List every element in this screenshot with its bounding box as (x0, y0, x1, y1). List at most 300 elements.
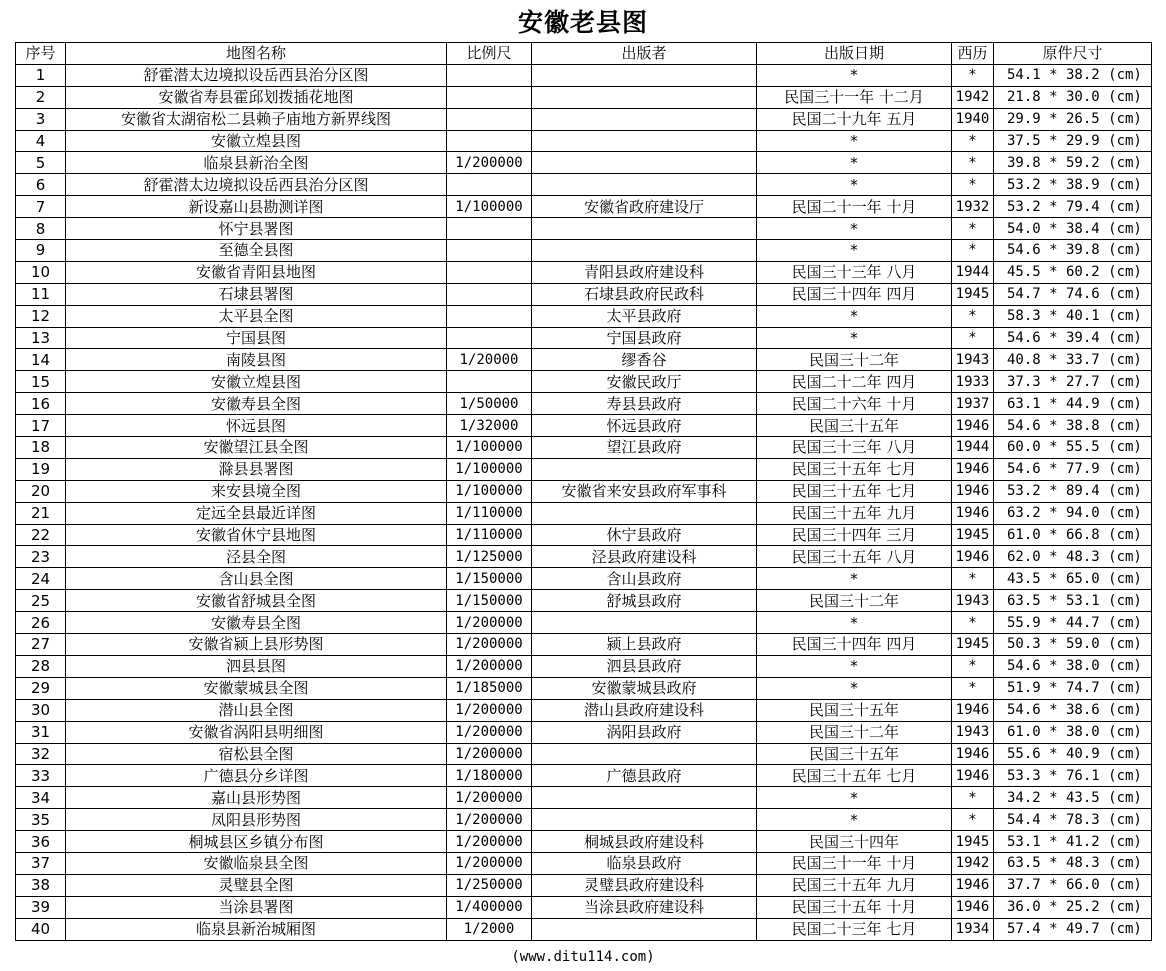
cell-publisher: 宁国县政府 (532, 327, 757, 349)
table-row (16, 699, 1152, 721)
cell-year: 1946 (952, 765, 994, 787)
cell-row-index: 28 (16, 655, 66, 677)
cell-original-size: 63.5 * 53.1 (cm) (994, 590, 1152, 612)
cell-original-size: 50.3 * 59.0 (cm) (994, 634, 1152, 656)
cell-row-index: 37 (16, 852, 66, 874)
cell-year: * (952, 655, 994, 677)
cell-scale: 1/20000 (447, 349, 532, 371)
cell-map-name: 安徽省颍上县形势图 (66, 634, 447, 656)
table-row (16, 809, 1152, 831)
cell-year: * (952, 612, 994, 634)
cell-publish-date: 民国二十六年 十月 (757, 393, 952, 415)
table-row (16, 568, 1152, 590)
cell-map-name: 临泉县新治城厢图 (66, 918, 447, 940)
header-col-year: 西历 (952, 43, 994, 65)
cell-publisher (532, 64, 757, 86)
cell-map-name: 安徽寿县全图 (66, 612, 447, 634)
table-header-row (16, 43, 1152, 65)
header-col-index: 序号 (16, 43, 66, 65)
table-row (16, 612, 1152, 634)
cell-publisher: 休宁县政府 (532, 524, 757, 546)
cell-year: 1945 (952, 283, 994, 305)
cell-scale: 1/100000 (447, 458, 532, 480)
cell-scale: 1/185000 (447, 677, 532, 699)
cell-map-name: 舒霍潜太边境拟设岳西县治分区图 (66, 64, 447, 86)
cell-publish-date: * (757, 677, 952, 699)
cell-year: 1946 (952, 546, 994, 568)
header-col-map-name: 地图名称 (66, 43, 447, 65)
cell-scale: 1/200000 (447, 634, 532, 656)
cell-publisher: 泾县政府建设科 (532, 546, 757, 568)
cell-original-size: 53.2 * 38.9 (cm) (994, 174, 1152, 196)
cell-row-index: 30 (16, 699, 66, 721)
cell-year: 1945 (952, 831, 994, 853)
cell-map-name: 泗县县图 (66, 655, 447, 677)
cell-year: 1946 (952, 415, 994, 437)
cell-row-index: 10 (16, 261, 66, 283)
cell-row-index: 17 (16, 415, 66, 437)
table-row (16, 218, 1152, 240)
cell-publish-date: 民国三十五年 七月 (757, 765, 952, 787)
cell-publisher: 石埭县政府民政科 (532, 283, 757, 305)
cell-original-size: 60.0 * 55.5 (cm) (994, 437, 1152, 459)
cell-publisher (532, 174, 757, 196)
table-row (16, 743, 1152, 765)
cell-row-index: 32 (16, 743, 66, 765)
cell-map-name: 含山县全图 (66, 568, 447, 590)
cell-original-size: 45.5 * 60.2 (cm) (994, 261, 1152, 283)
cell-original-size: 54.7 * 74.6 (cm) (994, 283, 1152, 305)
cell-scale (447, 174, 532, 196)
table-row (16, 415, 1152, 437)
cell-publish-date: * (757, 64, 952, 86)
cell-publisher (532, 502, 757, 524)
cell-map-name: 太平县全图 (66, 305, 447, 327)
table-row (16, 64, 1152, 86)
cell-original-size: 57.4 * 49.7 (cm) (994, 918, 1152, 940)
cell-scale (447, 240, 532, 262)
cell-publish-date: 民国三十四年 三月 (757, 524, 952, 546)
table-row (16, 152, 1152, 174)
cell-row-index: 24 (16, 568, 66, 590)
cell-publish-date: 民国三十五年 (757, 699, 952, 721)
cell-map-name: 安徽立煌县图 (66, 130, 447, 152)
cell-publish-date: * (757, 305, 952, 327)
cell-publisher (532, 809, 757, 831)
cell-publisher (532, 86, 757, 108)
cell-publish-date: 民国三十五年 七月 (757, 458, 952, 480)
cell-year: * (952, 568, 994, 590)
cell-publisher: 涡阳县政府 (532, 721, 757, 743)
cell-scale: 1/100000 (447, 437, 532, 459)
cell-publisher (532, 918, 757, 940)
cell-map-name: 至德全县图 (66, 240, 447, 262)
cell-publish-date: 民国二十一年 十月 (757, 196, 952, 218)
cell-publisher (532, 240, 757, 262)
cell-scale: 1/200000 (447, 831, 532, 853)
cell-map-name: 怀宁县署图 (66, 218, 447, 240)
cell-scale: 1/200000 (447, 655, 532, 677)
cell-publisher: 安徽民政厅 (532, 371, 757, 393)
table-row (16, 174, 1152, 196)
cell-publish-date: 民国三十一年 十二月 (757, 86, 952, 108)
cell-row-index: 6 (16, 174, 66, 196)
cell-row-index: 31 (16, 721, 66, 743)
cell-original-size: 58.3 * 40.1 (cm) (994, 305, 1152, 327)
cell-publisher (532, 743, 757, 765)
cell-year: 1932 (952, 196, 994, 218)
cell-scale (447, 327, 532, 349)
cell-publisher: 安徽省来安县政府军事科 (532, 480, 757, 502)
table-row (16, 480, 1152, 502)
cell-year: 1945 (952, 634, 994, 656)
cell-row-index: 21 (16, 502, 66, 524)
cell-map-name: 怀远县图 (66, 415, 447, 437)
cell-scale: 1/200000 (447, 721, 532, 743)
cell-scale: 1/200000 (447, 152, 532, 174)
cell-map-name: 凤阳县形势图 (66, 809, 447, 831)
cell-year: * (952, 787, 994, 809)
cell-map-name: 临泉县新治全图 (66, 152, 447, 174)
cell-year: 1944 (952, 437, 994, 459)
cell-scale: 1/2000 (447, 918, 532, 940)
table-row (16, 437, 1152, 459)
cell-map-name: 滁县县署图 (66, 458, 447, 480)
county-map-table (15, 42, 1152, 941)
cell-map-name: 南陵县图 (66, 349, 447, 371)
cell-publish-date: * (757, 655, 952, 677)
cell-year: 1940 (952, 108, 994, 130)
cell-original-size: 55.6 * 40.9 (cm) (994, 743, 1152, 765)
cell-publish-date: * (757, 240, 952, 262)
cell-year: 1942 (952, 852, 994, 874)
cell-publish-date: 民国三十三年 八月 (757, 437, 952, 459)
cell-map-name: 安徽省休宁县地图 (66, 524, 447, 546)
cell-row-index: 26 (16, 612, 66, 634)
cell-map-name: 宁国县图 (66, 327, 447, 349)
cell-row-index: 18 (16, 437, 66, 459)
table-row (16, 896, 1152, 918)
cell-publish-date: 民国三十五年 (757, 743, 952, 765)
cell-row-index: 5 (16, 152, 66, 174)
table-body (16, 64, 1152, 940)
cell-publish-date: * (757, 218, 952, 240)
cell-row-index: 4 (16, 130, 66, 152)
table-row (16, 108, 1152, 130)
cell-year: * (952, 218, 994, 240)
cell-original-size: 54.6 * 38.6 (cm) (994, 699, 1152, 721)
cell-map-name: 潜山县全图 (66, 699, 447, 721)
cell-publish-date: * (757, 809, 952, 831)
table-row (16, 765, 1152, 787)
cell-scale: 1/200000 (447, 743, 532, 765)
cell-row-index: 9 (16, 240, 66, 262)
cell-original-size: 63.2 * 94.0 (cm) (994, 502, 1152, 524)
cell-map-name: 安徽省太湖宿松二县赖子庙地方新界线图 (66, 108, 447, 130)
cell-year: * (952, 152, 994, 174)
cell-scale: 1/200000 (447, 699, 532, 721)
cell-publish-date: 民国三十一年 十月 (757, 852, 952, 874)
cell-original-size: 54.6 * 39.8 (cm) (994, 240, 1152, 262)
cell-scale: 1/100000 (447, 196, 532, 218)
cell-original-size: 43.5 * 65.0 (cm) (994, 568, 1152, 590)
cell-publisher: 青阳县政府建设科 (532, 261, 757, 283)
cell-original-size: 53.3 * 76.1 (cm) (994, 765, 1152, 787)
cell-scale: 1/200000 (447, 612, 532, 634)
table-row (16, 787, 1152, 809)
cell-original-size: 53.2 * 79.4 (cm) (994, 196, 1152, 218)
cell-publish-date: * (757, 568, 952, 590)
cell-publisher: 太平县政府 (532, 305, 757, 327)
cell-scale: 1/200000 (447, 852, 532, 874)
cell-publish-date: 民国二十二年 四月 (757, 371, 952, 393)
cell-year: * (952, 64, 994, 86)
cell-year: 1946 (952, 480, 994, 502)
cell-original-size: 21.8 * 30.0 (cm) (994, 86, 1152, 108)
cell-row-index: 20 (16, 480, 66, 502)
cell-map-name: 安徽立煌县图 (66, 371, 447, 393)
cell-row-index: 13 (16, 327, 66, 349)
cell-publisher (532, 458, 757, 480)
cell-original-size: 53.2 * 89.4 (cm) (994, 480, 1152, 502)
cell-original-size: 40.8 * 33.7 (cm) (994, 349, 1152, 371)
cell-row-index: 36 (16, 831, 66, 853)
cell-publish-date: 民国三十五年 八月 (757, 546, 952, 568)
cell-publish-date: 民国三十五年 九月 (757, 502, 952, 524)
cell-year: 1933 (952, 371, 994, 393)
table-row (16, 349, 1152, 371)
cell-publish-date: 民国三十五年 九月 (757, 874, 952, 896)
cell-year: 1946 (952, 699, 994, 721)
cell-publish-date: * (757, 130, 952, 152)
table-row (16, 502, 1152, 524)
table-row (16, 655, 1152, 677)
header-col-scale: 比例尺 (447, 43, 532, 65)
cell-row-index: 29 (16, 677, 66, 699)
table-row (16, 240, 1152, 262)
table-row (16, 283, 1152, 305)
table-row (16, 393, 1152, 415)
cell-row-index: 34 (16, 787, 66, 809)
cell-year: * (952, 240, 994, 262)
cell-publish-date: 民国三十四年 四月 (757, 634, 952, 656)
cell-publish-date: * (757, 152, 952, 174)
cell-year: 1946 (952, 502, 994, 524)
cell-row-index: 15 (16, 371, 66, 393)
cell-publish-date: * (757, 787, 952, 809)
cell-map-name: 安徽望江县全图 (66, 437, 447, 459)
cell-publish-date: * (757, 327, 952, 349)
table-row (16, 261, 1152, 283)
cell-map-name: 定远全县最近详图 (66, 502, 447, 524)
cell-publisher: 怀远县政府 (532, 415, 757, 437)
cell-map-name: 当涂县署图 (66, 896, 447, 918)
cell-original-size: 54.1 * 38.2 (cm) (994, 64, 1152, 86)
table-row (16, 634, 1152, 656)
cell-row-index: 25 (16, 590, 66, 612)
cell-year: * (952, 130, 994, 152)
cell-scale (447, 64, 532, 86)
cell-map-name: 灵璧县全图 (66, 874, 447, 896)
cell-row-index: 38 (16, 874, 66, 896)
cell-publish-date: 民国三十二年 (757, 590, 952, 612)
cell-scale: 1/200000 (447, 809, 532, 831)
cell-original-size: 37.7 * 66.0 (cm) (994, 874, 1152, 896)
cell-row-index: 16 (16, 393, 66, 415)
table-row (16, 524, 1152, 546)
cell-year: * (952, 327, 994, 349)
table-row (16, 86, 1152, 108)
cell-scale: 1/110000 (447, 524, 532, 546)
cell-row-index: 2 (16, 86, 66, 108)
cell-publish-date: 民国三十五年 十月 (757, 896, 952, 918)
cell-year: 1945 (952, 524, 994, 546)
cell-publisher: 潜山县政府建设科 (532, 699, 757, 721)
cell-year: * (952, 677, 994, 699)
cell-map-name: 安徽省舒城县全图 (66, 590, 447, 612)
cell-publisher (532, 612, 757, 634)
cell-scale: 1/110000 (447, 502, 532, 524)
cell-scale: 1/32000 (447, 415, 532, 437)
cell-scale (447, 86, 532, 108)
cell-row-index: 14 (16, 349, 66, 371)
cell-row-index: 39 (16, 896, 66, 918)
cell-map-name: 广德县分乡详图 (66, 765, 447, 787)
cell-row-index: 22 (16, 524, 66, 546)
cell-publisher (532, 130, 757, 152)
header-col-publish-date: 出版日期 (757, 43, 952, 65)
table-row (16, 918, 1152, 940)
cell-scale: 1/180000 (447, 765, 532, 787)
cell-row-index: 3 (16, 108, 66, 130)
cell-year: 1946 (952, 874, 994, 896)
cell-scale: 1/100000 (447, 480, 532, 502)
cell-publisher: 寿县县政府 (532, 393, 757, 415)
cell-original-size: 51.9 * 74.7 (cm) (994, 677, 1152, 699)
cell-original-size: 29.9 * 26.5 (cm) (994, 108, 1152, 130)
cell-publish-date: 民国三十四年 (757, 831, 952, 853)
cell-publisher (532, 152, 757, 174)
cell-row-index: 27 (16, 634, 66, 656)
cell-map-name: 安徽临泉县全图 (66, 852, 447, 874)
cell-original-size: 53.1 * 41.2 (cm) (994, 831, 1152, 853)
cell-scale: 1/125000 (447, 546, 532, 568)
cell-publisher: 广德县政府 (532, 765, 757, 787)
cell-original-size: 37.3 * 27.7 (cm) (994, 371, 1152, 393)
cell-publisher: 舒城县政府 (532, 590, 757, 612)
cell-original-size: 61.0 * 38.0 (cm) (994, 721, 1152, 743)
cell-map-name: 宿松县全图 (66, 743, 447, 765)
cell-scale: 1/200000 (447, 787, 532, 809)
cell-year: 1944 (952, 261, 994, 283)
cell-map-name: 桐城县区乡镇分布图 (66, 831, 447, 853)
cell-publisher (532, 108, 757, 130)
cell-publisher: 含山县政府 (532, 568, 757, 590)
cell-row-index: 40 (16, 918, 66, 940)
cell-publisher: 颍上县政府 (532, 634, 757, 656)
cell-original-size: 61.0 * 66.8 (cm) (994, 524, 1152, 546)
cell-map-name: 舒霍潜太边境拟设岳西县治分区图 (66, 174, 447, 196)
cell-original-size: 36.0 * 25.2 (cm) (994, 896, 1152, 918)
cell-publish-date: 民国三十二年 (757, 721, 952, 743)
cell-publish-date: 民国二十三年 七月 (757, 918, 952, 940)
cell-map-name: 嘉山县形势图 (66, 787, 447, 809)
cell-year: 1943 (952, 590, 994, 612)
cell-scale (447, 261, 532, 283)
cell-original-size: 63.5 * 48.3 (cm) (994, 852, 1152, 874)
cell-original-size: 62.0 * 48.3 (cm) (994, 546, 1152, 568)
header-col-publisher: 出版者 (532, 43, 757, 65)
cell-scale (447, 371, 532, 393)
cell-year: 1942 (952, 86, 994, 108)
table-row (16, 546, 1152, 568)
cell-publish-date: 民国二十九年 五月 (757, 108, 952, 130)
cell-scale: 1/400000 (447, 896, 532, 918)
cell-year: * (952, 174, 994, 196)
cell-scale: 1/150000 (447, 568, 532, 590)
table-row (16, 371, 1152, 393)
cell-original-size: 55.9 * 44.7 (cm) (994, 612, 1152, 634)
cell-publisher (532, 218, 757, 240)
cell-row-index: 23 (16, 546, 66, 568)
cell-map-name: 泾县全图 (66, 546, 447, 568)
cell-publish-date: 民国三十三年 八月 (757, 261, 952, 283)
cell-year: 1946 (952, 896, 994, 918)
cell-year: 1937 (952, 393, 994, 415)
source-footer: (www.ditu114.com) (511, 949, 655, 965)
cell-row-index: 11 (16, 283, 66, 305)
cell-publish-date: 民国三十二年 (757, 349, 952, 371)
cell-map-name: 来安县境全图 (66, 480, 447, 502)
cell-map-name: 安徽寿县全图 (66, 393, 447, 415)
cell-publisher: 缪香谷 (532, 349, 757, 371)
cell-scale: 1/150000 (447, 590, 532, 612)
cell-original-size: 54.6 * 77.9 (cm) (994, 458, 1152, 480)
table-row (16, 677, 1152, 699)
cell-map-name: 安徽省涡阳县明细图 (66, 721, 447, 743)
cell-year: 1934 (952, 918, 994, 940)
table-row (16, 196, 1152, 218)
cell-year: * (952, 809, 994, 831)
cell-publish-date: 民国三十五年 七月 (757, 480, 952, 502)
cell-original-size: 37.5 * 29.9 (cm) (994, 130, 1152, 152)
cell-publish-date: 民国三十四年 四月 (757, 283, 952, 305)
cell-year: * (952, 305, 994, 327)
cell-year: 1943 (952, 349, 994, 371)
cell-row-index: 35 (16, 809, 66, 831)
cell-scale (447, 130, 532, 152)
cell-row-index: 8 (16, 218, 66, 240)
cell-scale (447, 283, 532, 305)
cell-year: 1946 (952, 743, 994, 765)
cell-original-size: 54.6 * 38.8 (cm) (994, 415, 1152, 437)
cell-original-size: 54.0 * 38.4 (cm) (994, 218, 1152, 240)
cell-original-size: 63.1 * 44.9 (cm) (994, 393, 1152, 415)
cell-publish-date: * (757, 612, 952, 634)
cell-row-index: 7 (16, 196, 66, 218)
cell-original-size: 34.2 * 43.5 (cm) (994, 787, 1152, 809)
cell-publish-date: 民国三十五年 (757, 415, 952, 437)
table-row (16, 305, 1152, 327)
cell-publisher: 桐城县政府建设科 (532, 831, 757, 853)
table-row (16, 831, 1152, 853)
cell-row-index: 1 (16, 64, 66, 86)
cell-original-size: 54.6 * 39.4 (cm) (994, 327, 1152, 349)
cell-scale (447, 108, 532, 130)
cell-map-name: 安徽蒙城县全图 (66, 677, 447, 699)
cell-publisher: 灵璧县政府建设科 (532, 874, 757, 896)
cell-publish-date: * (757, 174, 952, 196)
